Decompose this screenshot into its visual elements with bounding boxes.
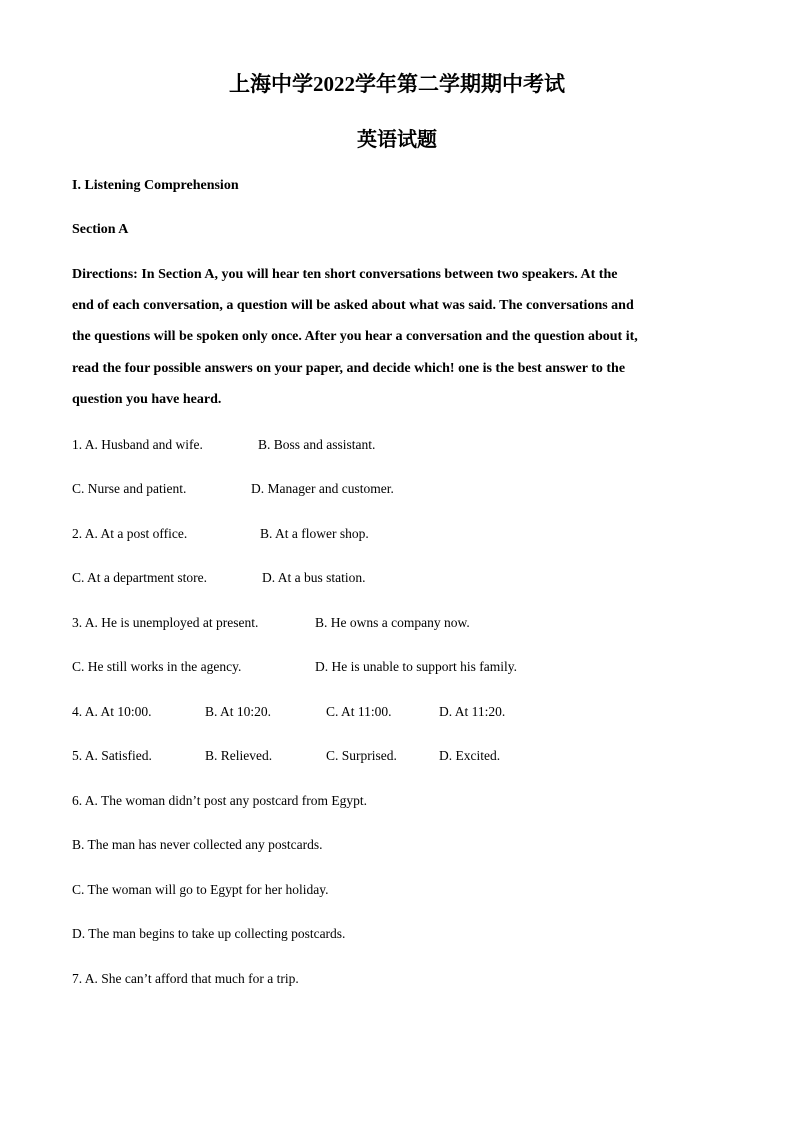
q1-option-b: B. Boss and assistant. (258, 437, 376, 452)
part-heading: I. Listening Comprehension (72, 178, 239, 193)
q3-option-b: B. He owns a company now. (315, 615, 470, 630)
exam-title: 上海中学2022学年第二学期期中考试 (229, 72, 565, 96)
exam-subtitle: 英语试题 (357, 129, 437, 151)
directions-line-2: end of each conversation, a question will be asked about what was said. The conversations and (72, 298, 634, 313)
q4-option-b: B. At 10:20. (205, 704, 272, 719)
q6-option-b: B. The man has never collected any postcards. (72, 837, 323, 852)
q2-option-d: D. At a bus station. (262, 570, 366, 585)
q3-option-c: C. He still works in the agency. (72, 659, 242, 674)
q1-option-d: D. Manager and customer. (251, 481, 394, 496)
section-heading: Section A (72, 222, 129, 237)
q3-option-a: 3. A. He is unemployed at present. (72, 615, 259, 630)
q1-option-c: C. Nurse and patient. (72, 481, 187, 496)
q4-option-d: D. At 11:20. (439, 704, 506, 719)
q6-option-c: C. The woman will go to Egypt for her holiday. (72, 882, 329, 897)
directions-line-3: the questions will be spoken only once. After you hear a conversation and the question about it, (72, 329, 638, 344)
q6-option-a: 6. A. The woman didn’t post any postcard from Egypt. (72, 793, 367, 808)
q5-option-c: C. Surprised. (326, 748, 397, 763)
directions-line-4: read the four possible answers on your paper, and decide which! one is the best answer to the (72, 361, 626, 376)
q2-option-a: 2. A. At a post office. (72, 526, 188, 541)
q7-option-a: 7. A. She can’t afford that much for a trip. (72, 971, 299, 986)
directions-line-5: question you have heard. (72, 392, 222, 407)
q5-option-d: D. Excited. (439, 748, 501, 763)
q3-option-d: D. He is unable to support his family. (315, 659, 517, 674)
q6-option-d: D. The man begins to take up collecting postcards. (72, 926, 346, 941)
q5-option-a: 5. A. Satisfied. (72, 748, 152, 763)
q2-option-c: C. At a department store. (72, 570, 207, 585)
q4-option-a: 4. A. At 10:00. (72, 704, 152, 719)
q5-option-b: B. Relieved. (205, 748, 273, 763)
q4-option-c: C. At 11:00. (326, 704, 392, 719)
directions-line-1: Directions: In Section A, you will hear ten short conversations between two speakers. At the (72, 267, 618, 282)
q2-option-b: B. At a flower shop. (260, 526, 369, 541)
q1-option-a: 1. A. Husband and wife. (72, 437, 203, 452)
